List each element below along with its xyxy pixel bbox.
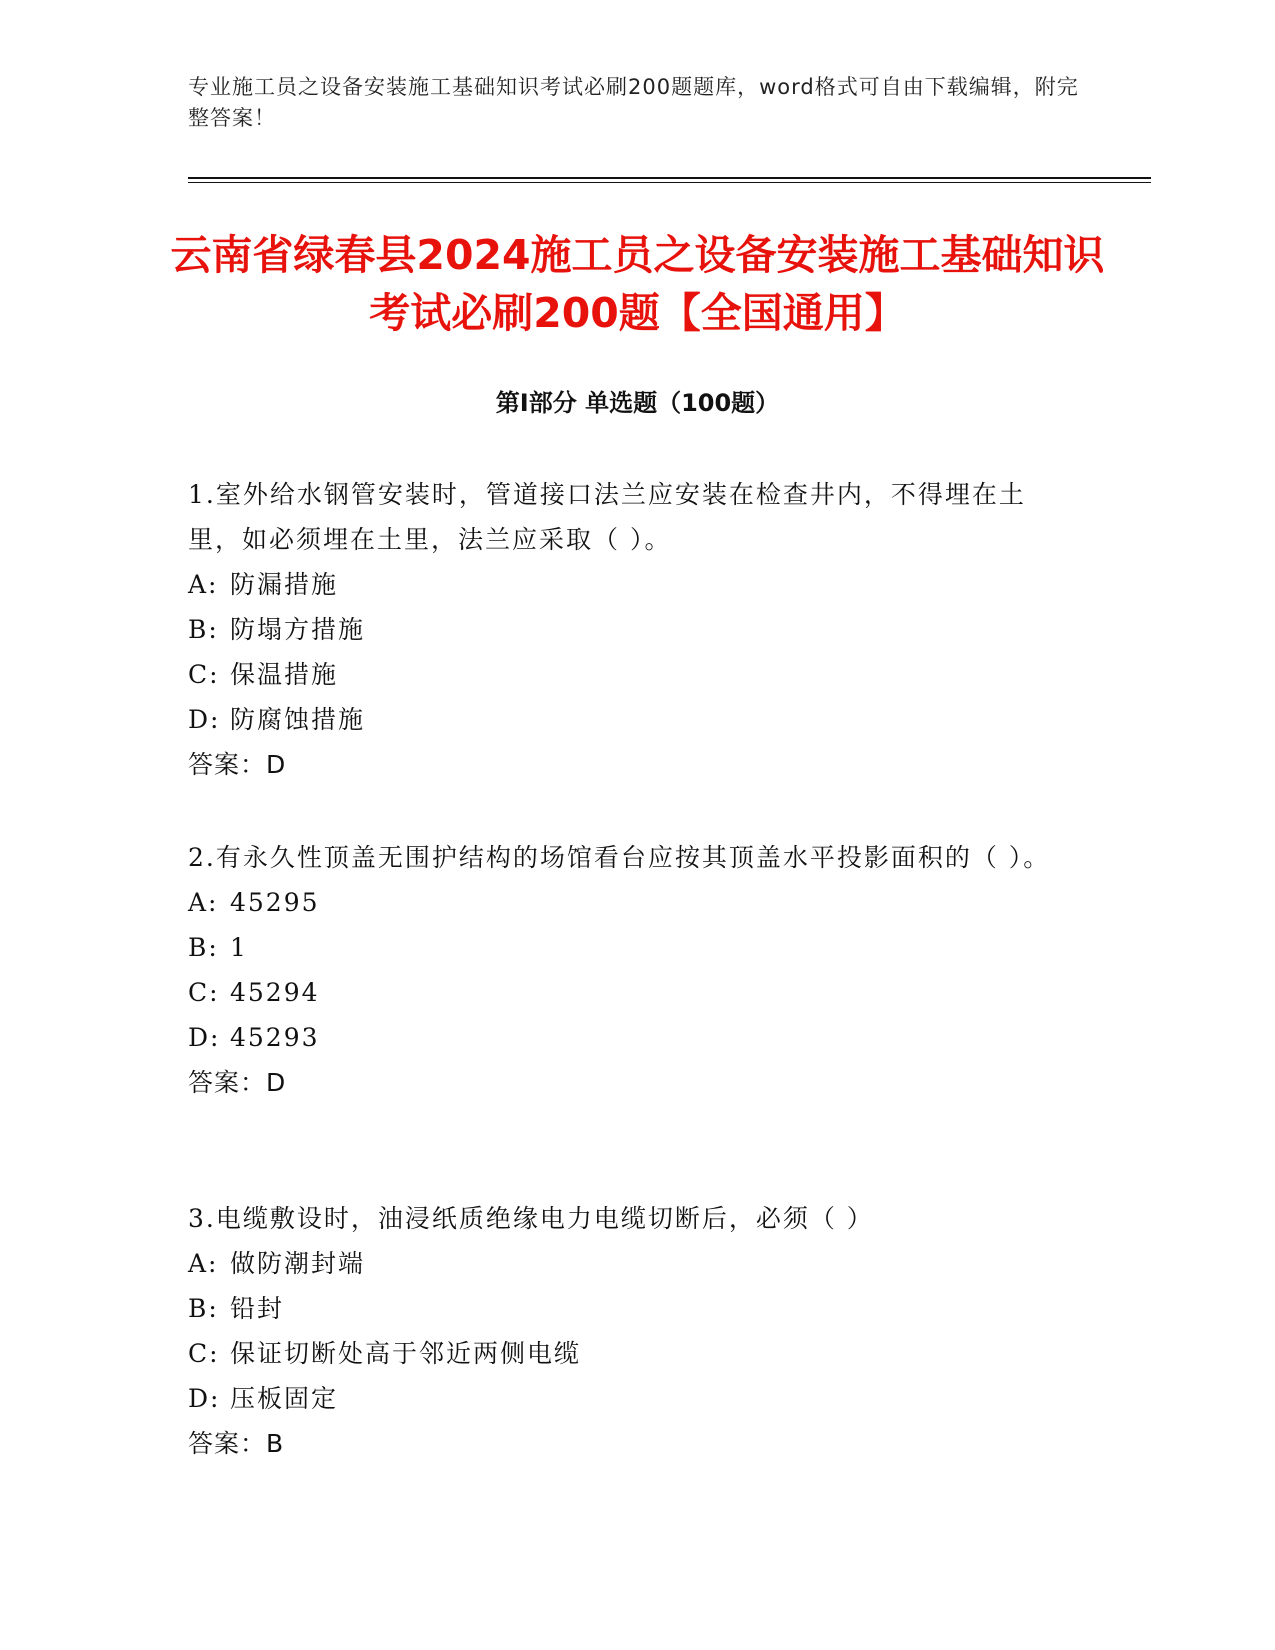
option-key: D: — [188, 1023, 221, 1052]
option-text: 防腐蚀措施 — [230, 705, 366, 734]
option-key: A: — [188, 570, 219, 599]
option-c — [188, 1331, 1068, 1376]
option-text: 压板固定 — [230, 1384, 339, 1413]
option-d — [188, 1015, 1068, 1060]
question-stem: 3.电缆敷设时，油浸纸质绝缘电力电缆切断后，必须（ ） — [188, 1204, 874, 1233]
question-3 — [188, 1196, 1068, 1466]
option-text: 铅封 — [230, 1294, 285, 1323]
option-text: 保证切断处高于邻近两侧电缆 — [230, 1339, 582, 1368]
option-d — [188, 1376, 1068, 1421]
option-text: 防漏措施 — [230, 570, 339, 599]
option-text: 45294 — [230, 978, 320, 1007]
option-key: A: — [188, 1249, 219, 1278]
option-text: 做防潮封端 — [230, 1249, 366, 1278]
option-key: C: — [188, 660, 220, 689]
question-stem: 1.室外给水钢管安装时，管道接口法兰应安装在检查井内，不得埋在土里，如必须埋在土里，法兰应采取（ ）。 — [188, 480, 1026, 554]
option-key: D: — [188, 705, 221, 734]
option-text: 防塌方措施 — [230, 615, 366, 644]
option-c — [188, 652, 1068, 697]
option-key: D: — [188, 1384, 221, 1413]
option-b — [188, 607, 1068, 652]
option-key: C: — [188, 978, 220, 1007]
header-rule-thin — [188, 182, 1151, 183]
option-c — [188, 970, 1068, 1015]
question-answer: 答案：D — [188, 1068, 287, 1097]
question-2 — [188, 835, 1068, 1105]
option-key: C: — [188, 1339, 220, 1368]
document-title: 云南省绿春县2024施工员之设备安装施工基础知识考试必刷200题【全国通用】 — [170, 231, 1105, 337]
question-answer: 答案：D — [188, 750, 287, 779]
header-note: 专业施工员之设备安装施工基础知识考试必刷200题题库，word格式可自由下载编辑，附完整答案！ — [188, 75, 1079, 130]
option-text: 保温措施 — [230, 660, 339, 689]
option-text: 1 — [230, 933, 248, 962]
option-a — [188, 1241, 1068, 1286]
section-heading: 第I部分 单选题（100题） — [495, 389, 780, 417]
question-answer: 答案：B — [188, 1429, 285, 1458]
option-a — [188, 562, 1068, 607]
option-text: 45293 — [230, 1023, 320, 1052]
header-rule-thick — [188, 177, 1151, 179]
option-a — [188, 880, 1068, 925]
option-text: 45295 — [230, 888, 320, 917]
option-key: B: — [188, 615, 219, 644]
option-key: B: — [188, 933, 219, 962]
option-b — [188, 1286, 1068, 1331]
question-stem: 2.有永久性顶盖无围护结构的场馆看台应按其顶盖水平投影面积的（ ）。 — [188, 843, 1051, 872]
option-d — [188, 697, 1068, 742]
option-key: B: — [188, 1294, 219, 1323]
option-b — [188, 925, 1068, 970]
option-key: A: — [188, 888, 219, 917]
question-1 — [188, 472, 1068, 787]
